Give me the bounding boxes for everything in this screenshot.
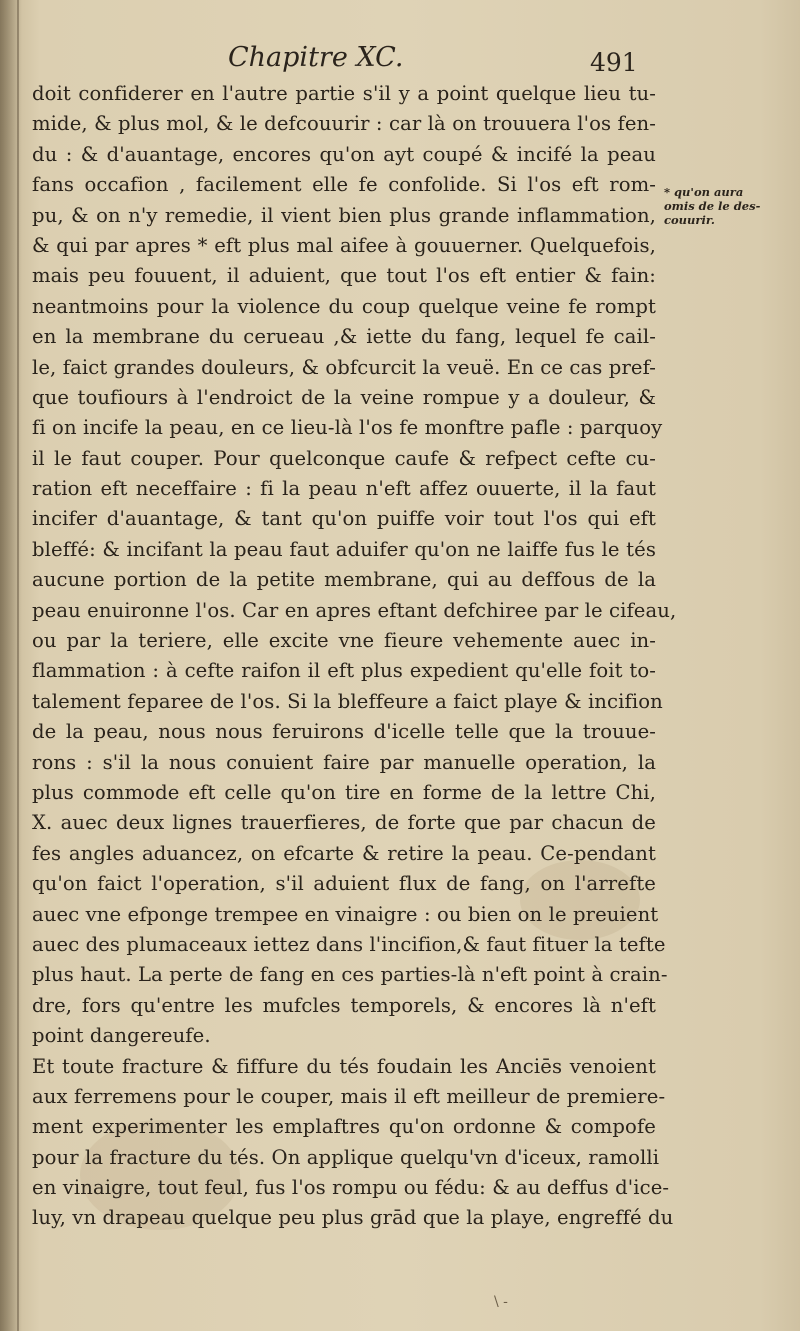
text-line: du : & d'auantage, encores qu'on ayt coupé & incifé la peau (32, 142, 656, 166)
text-line: & qui par apres * eft plus mal aifee à gouuerner. Quelquefois, (32, 233, 656, 257)
text-line: auec des plumaceaux iettez dans l'incifion,& faut fituer la tefte (32, 932, 666, 956)
text-line: mide, & plus mol, & le defcouurir : car là on trouuera l'os fen- (32, 112, 656, 136)
page-number: 491 (590, 48, 638, 77)
text-line: aucune portion de la petite membrane, qui au deffous de la (32, 568, 656, 592)
chapter-title: Chapitre XC. (228, 42, 404, 73)
text-line: auec vne efponge trempee en vinaigre : ou bien on le preuient (32, 902, 659, 926)
text-line: rons : s'il la nous conuient faire par manuelle operation, la (32, 750, 656, 774)
text-line: bleffé: & incifant la peau faut aduifer qu'on ne laiffe fus le tés (32, 537, 656, 561)
text-line: il le faut couper. Pour quelconque caufe & refpect cefte cu- (32, 446, 656, 470)
text-line: fes angles aduancez, on efcarte & retire la peau. Ce-pendant (32, 841, 656, 865)
text-line: incifer d'auantage, & tant qu'on puiffe voir tout l'os qui eft (32, 507, 656, 531)
text-line: fans occafion , facilement elle fe confolide. Si l'os eft rom- (32, 173, 656, 197)
running-head (0, 40, 800, 84)
margin-note-line: couurir. (664, 213, 715, 227)
text-line: neantmoins pour la violence du coup quelque veine fe rompt (32, 294, 656, 318)
text-line: luy, vn drapeau quelque peu plus grād que la playe, engreffé du (32, 1206, 674, 1230)
text-line: peau enuironne l'os. Car en apres eftant defchiree par le cifeau, (32, 598, 677, 622)
text-line: talement feparee de l'os. Si la bleffeure a faict playe & incifion (32, 689, 663, 713)
body-text (32, 79, 677, 1234)
text-line: pu, & on n'y remedie, il vient bien plus grande inflammation, (32, 203, 656, 227)
text-line: en la membrane du cerueau ,& iette du fang, lequel fe cail- (32, 325, 656, 349)
text-line: fi on incife la peau, en ce lieu-là l'os fe monftre pafle : parquoy (32, 416, 663, 440)
text-line: qu'on faict l'operation, s'il aduient flux de fang, on l'arrefte (32, 872, 656, 896)
text-line: de la peau, nous nous feruirons d'icelle telle que la trouue- (32, 720, 656, 744)
text-line: que toufiours à l'endroict de la veine rompue y a douleur, & (32, 385, 656, 409)
gutter-line (17, 0, 19, 1331)
text-line: plus haut. La perte de fang en ces parties-là n'eft point à crain- (32, 963, 668, 987)
text-line: le, faict grandes douleurs, & obfcurcit la veuë. En ce cas pref- (32, 355, 656, 379)
text-line: point dangereufe. (32, 1024, 211, 1048)
text-line: aux ferremens pour le couper, mais il eft meilleur de premiere- (32, 1084, 666, 1108)
text-line: ration eft neceffaire : fi la peau n'eft affez ouuerte, il la faut (32, 477, 656, 501)
text-line: pour la fracture du tés. On applique quelqu'vn d'iceux, ramolli (32, 1145, 660, 1169)
margin-note (664, 185, 796, 227)
margin-note-line: omis de le des- (664, 199, 761, 213)
text-line: Et toute fracture & fiffure du tés foudain les Anciēs venoient (32, 1054, 656, 1078)
text-line: mais peu fouuent, il aduient, que tout l'os eft entier & fain: (32, 264, 656, 288)
text-line: plus commode eft celle qu'on tire en forme de la lettre Chi, (32, 780, 656, 804)
text-line: en vinaigre, tout feul, fus l'os rompu ou fédu: & au deffus d'ice- (32, 1176, 670, 1200)
text-line: ment experimenter les emplaftres qu'on ordonne & compofe (32, 1115, 656, 1139)
text-line: flammation : à cefte raifon il eft plus expedient qu'elle foit to- (32, 659, 656, 683)
margin-note-line: * qu'on aura (664, 185, 744, 199)
text-line: doit confiderer en l'autre partie s'il y a point quelque lieu tu- (32, 82, 656, 105)
text-line: dre, fors qu'entre les mufcles temporels, & encores là n'eft (32, 993, 656, 1017)
footer-mark: \ - (494, 1294, 508, 1310)
text-line: ou par la teriere, elle excite vne fieure vehemente auec in- (32, 629, 656, 653)
text-line: X. auec deux lignes trauerfieres, de forte que par chacun de (32, 811, 656, 835)
